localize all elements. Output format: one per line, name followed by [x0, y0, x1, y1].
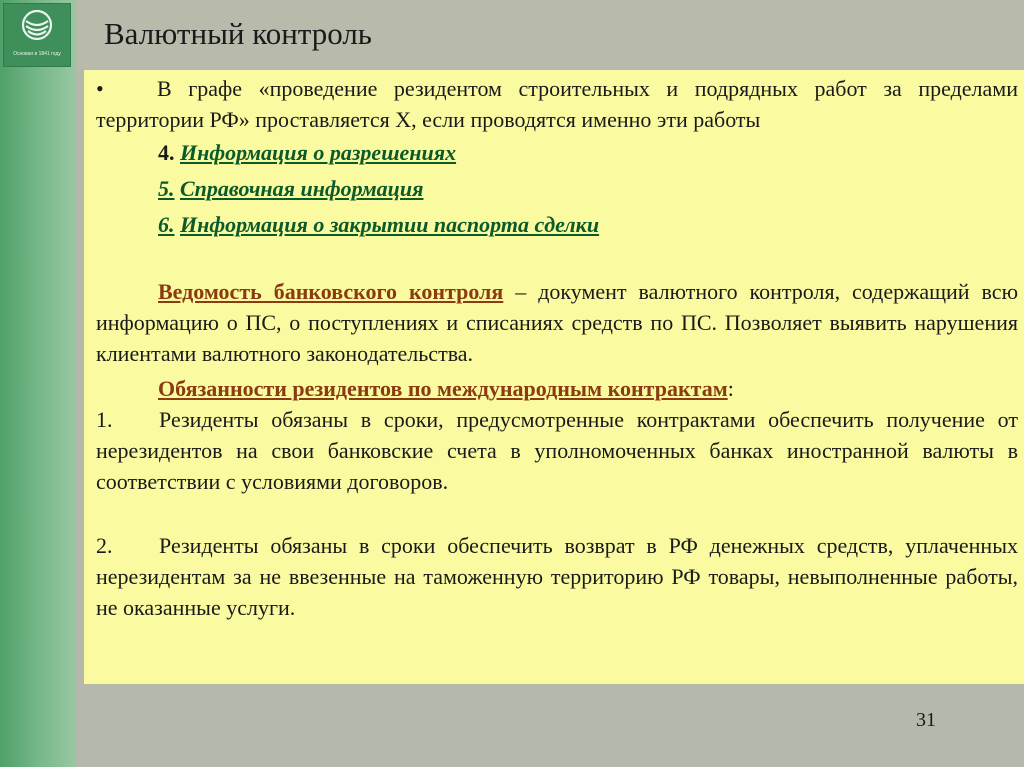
duty-number: 2.	[96, 533, 113, 558]
section-title: Информация о разрешениях	[180, 140, 457, 165]
section-number: 5.	[158, 176, 175, 201]
definition-term: Ведомость банковского контроля	[158, 279, 504, 304]
page-number: 31	[916, 709, 936, 731]
logo-caption: Основан в 1841 году	[13, 51, 61, 57]
section-heading	[158, 171, 1018, 207]
section-title: Справочная информация	[180, 176, 424, 201]
leaf-logo-icon	[21, 9, 53, 43]
section-number: 6.	[158, 212, 175, 237]
section-heading	[158, 207, 1018, 243]
bullet-paragraph	[96, 73, 1018, 135]
duty-item	[96, 404, 1018, 497]
definition-paragraph	[96, 276, 1018, 369]
slide-content	[96, 73, 1018, 623]
duty-number: 1.	[96, 407, 113, 432]
duty-item	[96, 530, 1018, 623]
section-title: Информация о закрытии паспорта сделки	[180, 212, 600, 237]
section-number: 4.	[158, 140, 175, 165]
duty-text: Резиденты обязаны в сроки, предусмотренные контрактами обеспечить получение от нерезидентов на свои банковские счета в уполномоченных банках иностранной валюты в соответствии с условиями договоров.	[96, 407, 1018, 494]
duties-heading-line	[96, 373, 1018, 404]
logo	[3, 3, 71, 67]
bullet-text: В графе «проведение резидентом строительных и подрядных работ за пределами территории РФ» проставляется Х, если проводятся именно эти работы	[96, 76, 1018, 132]
page-title: Валютный контроль	[104, 16, 372, 51]
left-sidebar	[0, 0, 76, 767]
section-heading	[158, 135, 1018, 171]
duties-colon: :	[727, 376, 734, 401]
duty-text: Резиденты обязаны в сроки обеспечить возврат в РФ денежных средств, уплаченных нерезидентам за не ввезенные на таможенную территорию РФ товары, невыполненные работы, не оказанные услуги.	[96, 533, 1018, 620]
definition-text: – документ валютного контроля, содержащий всю информацию о ПС, о поступлениях и списаниях средств по ПС. Позволяет выявить нарушения клиентами валютного законодательства.	[96, 279, 1019, 366]
duties-heading: Обязанности резидентов по международным контрактам	[158, 376, 728, 401]
bullet-icon: •	[96, 76, 104, 101]
